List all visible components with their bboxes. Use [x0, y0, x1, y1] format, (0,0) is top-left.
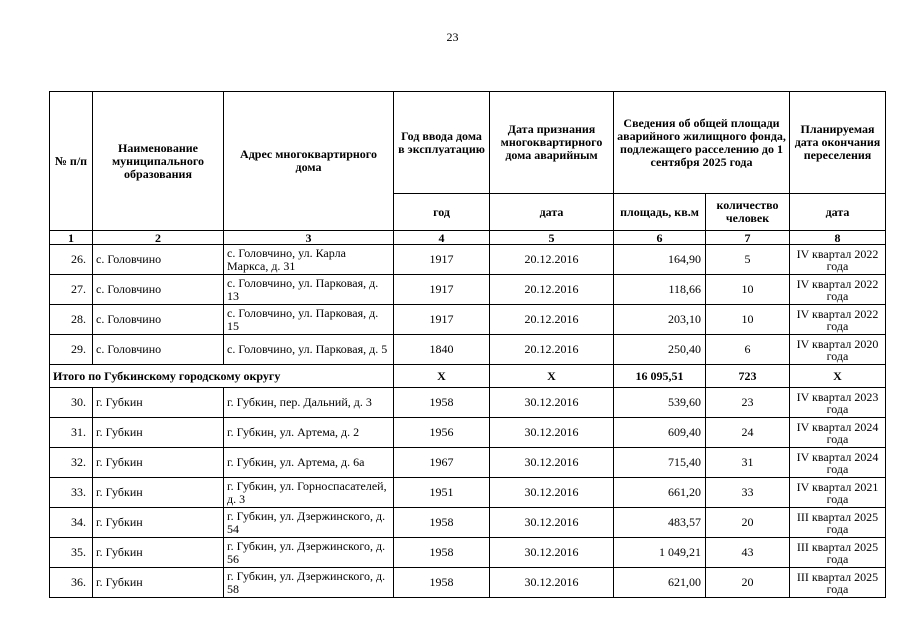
municipality-cell: г. Губкин — [93, 448, 224, 478]
table-row — [50, 568, 886, 598]
address-cell: г. Губкин, ул. Дзержинского, д. 54 — [224, 508, 394, 538]
column-index: 6 — [614, 231, 706, 245]
year-cell: 1917 — [394, 305, 490, 335]
date-cell: 20.12.2016 — [490, 275, 614, 305]
area-cell: 118,66 — [614, 275, 706, 305]
page-number: 23 — [446, 30, 459, 44]
housing-table — [49, 91, 886, 598]
header-num: № п/п — [50, 92, 93, 231]
column-index: 3 — [224, 231, 394, 245]
area-cell: 621,00 — [614, 568, 706, 598]
planned-date-cell: IV квартал 2023 года — [790, 388, 886, 418]
subheader-date: дата — [490, 194, 614, 231]
address-cell: г. Губкин, ул. Дзержинского, д. 58 — [224, 568, 394, 598]
area-cell: 164,90 — [614, 245, 706, 275]
address-cell: г. Губкин, пер. Дальний, д. 3 — [224, 388, 394, 418]
total-date: Х — [490, 365, 614, 388]
table-row — [50, 448, 886, 478]
subheader-area: площадь, кв.м — [614, 194, 706, 231]
address-cell: с. Головчино, ул. Парковая, д. 5 — [224, 335, 394, 365]
planned-date-cell: III квартал 2025 года — [790, 508, 886, 538]
planned-date-cell: IV квартал 2021 года — [790, 478, 886, 508]
area-cell: 203,10 — [614, 305, 706, 335]
people-cell: 10 — [706, 305, 790, 335]
municipality-cell: г. Губкин — [93, 388, 224, 418]
total-area: 16 095,51 — [614, 365, 706, 388]
date-cell: 30.12.2016 — [490, 388, 614, 418]
table-row — [50, 418, 886, 448]
row-number: 32. — [50, 448, 93, 478]
subheader-planned: дата — [790, 194, 886, 231]
year-cell: 1967 — [394, 448, 490, 478]
address-cell: с. Головчино, ул. Карла Маркса, д. 31 — [224, 245, 394, 275]
row-number: 26. — [50, 245, 93, 275]
row-number: 28. — [50, 305, 93, 335]
area-cell: 539,60 — [614, 388, 706, 418]
municipality-cell: г. Губкин — [93, 538, 224, 568]
date-cell: 30.12.2016 — [490, 508, 614, 538]
table-row — [50, 335, 886, 365]
date-cell: 20.12.2016 — [490, 305, 614, 335]
area-cell: 250,40 — [614, 335, 706, 365]
date-cell: 20.12.2016 — [490, 335, 614, 365]
row-number: 34. — [50, 508, 93, 538]
people-cell: 33 — [706, 478, 790, 508]
area-cell: 609,40 — [614, 418, 706, 448]
year-cell: 1917 — [394, 275, 490, 305]
municipality-cell: с. Головчино — [93, 275, 224, 305]
year-cell: 1840 — [394, 335, 490, 365]
year-cell: 1956 — [394, 418, 490, 448]
total-people: 723 — [706, 365, 790, 388]
date-cell: 20.12.2016 — [490, 245, 614, 275]
table-row — [50, 245, 886, 275]
row-number: 36. — [50, 568, 93, 598]
header-year: Год ввода дома в эксплуатацию — [394, 92, 490, 194]
table-row — [50, 478, 886, 508]
address-cell: с. Головчино, ул. Парковая, д. 13 — [224, 275, 394, 305]
year-cell: 1951 — [394, 478, 490, 508]
planned-date-cell: III квартал 2025 года — [790, 568, 886, 598]
people-cell: 23 — [706, 388, 790, 418]
table-row — [50, 538, 886, 568]
planned-date-cell: IV квартал 2022 года — [790, 305, 886, 335]
year-cell: 1958 — [394, 538, 490, 568]
planned-date-cell: IV квартал 2024 года — [790, 448, 886, 478]
row-number: 27. — [50, 275, 93, 305]
people-cell: 31 — [706, 448, 790, 478]
total-planned: Х — [790, 365, 886, 388]
people-cell: 43 — [706, 538, 790, 568]
area-cell: 715,40 — [614, 448, 706, 478]
planned-date-cell: IV квартал 2022 года — [790, 275, 886, 305]
area-cell: 483,57 — [614, 508, 706, 538]
column-index: 7 — [706, 231, 790, 245]
subheader-year: год — [394, 194, 490, 231]
address-cell: с. Головчино, ул. Парковая, д. 15 — [224, 305, 394, 335]
date-cell: 30.12.2016 — [490, 538, 614, 568]
column-index-row — [50, 231, 886, 245]
municipality-cell: г. Губкин — [93, 508, 224, 538]
row-number: 30. — [50, 388, 93, 418]
area-cell: 661,20 — [614, 478, 706, 508]
people-cell: 10 — [706, 275, 790, 305]
date-cell: 30.12.2016 — [490, 448, 614, 478]
municipality-cell: с. Головчино — [93, 335, 224, 365]
table-row — [50, 305, 886, 335]
municipality-cell: г. Губкин — [93, 568, 224, 598]
people-cell: 5 — [706, 245, 790, 275]
column-index: 2 — [93, 231, 224, 245]
planned-date-cell: IV квартал 2022 года — [790, 245, 886, 275]
date-cell: 30.12.2016 — [490, 478, 614, 508]
municipality-cell: с. Головчино — [93, 245, 224, 275]
header-planned: Планируемая дата окончания переселения — [790, 92, 886, 194]
column-index: 8 — [790, 231, 886, 245]
table-row — [50, 275, 886, 305]
row-number: 33. — [50, 478, 93, 508]
date-cell: 30.12.2016 — [490, 418, 614, 448]
year-cell: 1958 — [394, 388, 490, 418]
column-index: 5 — [490, 231, 614, 245]
column-index: 1 — [50, 231, 93, 245]
row-number: 31. — [50, 418, 93, 448]
column-index: 4 — [394, 231, 490, 245]
address-cell: г. Губкин, ул. Артема, д. 2 — [224, 418, 394, 448]
year-cell: 1958 — [394, 568, 490, 598]
total-year: Х — [394, 365, 490, 388]
row-number: 35. — [50, 538, 93, 568]
row-number: 29. — [50, 335, 93, 365]
address-cell: г. Губкин, ул. Артема, д. 6а — [224, 448, 394, 478]
header-address: Адрес многоквартирного дома — [224, 92, 394, 231]
address-cell: г. Губкин, ул. Дзержинского, д. 56 — [224, 538, 394, 568]
table-row — [50, 388, 886, 418]
header-area-info: Сведения об общей площади аварийного жилищного фонда, подлежащего расселению до 1 сентября 2025 года — [614, 92, 790, 194]
subheader-people: количество человек — [706, 194, 790, 231]
area-cell: 1 049,21 — [614, 538, 706, 568]
header-municipality: Наименование муниципального образования — [93, 92, 224, 231]
date-cell: 30.12.2016 — [490, 568, 614, 598]
year-cell: 1958 — [394, 508, 490, 538]
municipality-cell: г. Губкин — [93, 418, 224, 448]
municipality-cell: с. Головчино — [93, 305, 224, 335]
table-row — [50, 508, 886, 538]
header-date: Дата признания многоквартирного дома аварийным — [490, 92, 614, 194]
people-cell: 20 — [706, 508, 790, 538]
planned-date-cell: IV квартал 2020 года — [790, 335, 886, 365]
municipality-cell: г. Губкин — [93, 478, 224, 508]
people-cell: 6 — [706, 335, 790, 365]
total-row — [50, 365, 886, 388]
address-cell: г. Губкин, ул. Горноспасателей, д. 3 — [224, 478, 394, 508]
people-cell: 24 — [706, 418, 790, 448]
planned-date-cell: IV квартал 2024 года — [790, 418, 886, 448]
year-cell: 1917 — [394, 245, 490, 275]
total-label: Итого по Губкинскому городскому округу — [50, 365, 394, 388]
planned-date-cell: III квартал 2025 года — [790, 538, 886, 568]
people-cell: 20 — [706, 568, 790, 598]
